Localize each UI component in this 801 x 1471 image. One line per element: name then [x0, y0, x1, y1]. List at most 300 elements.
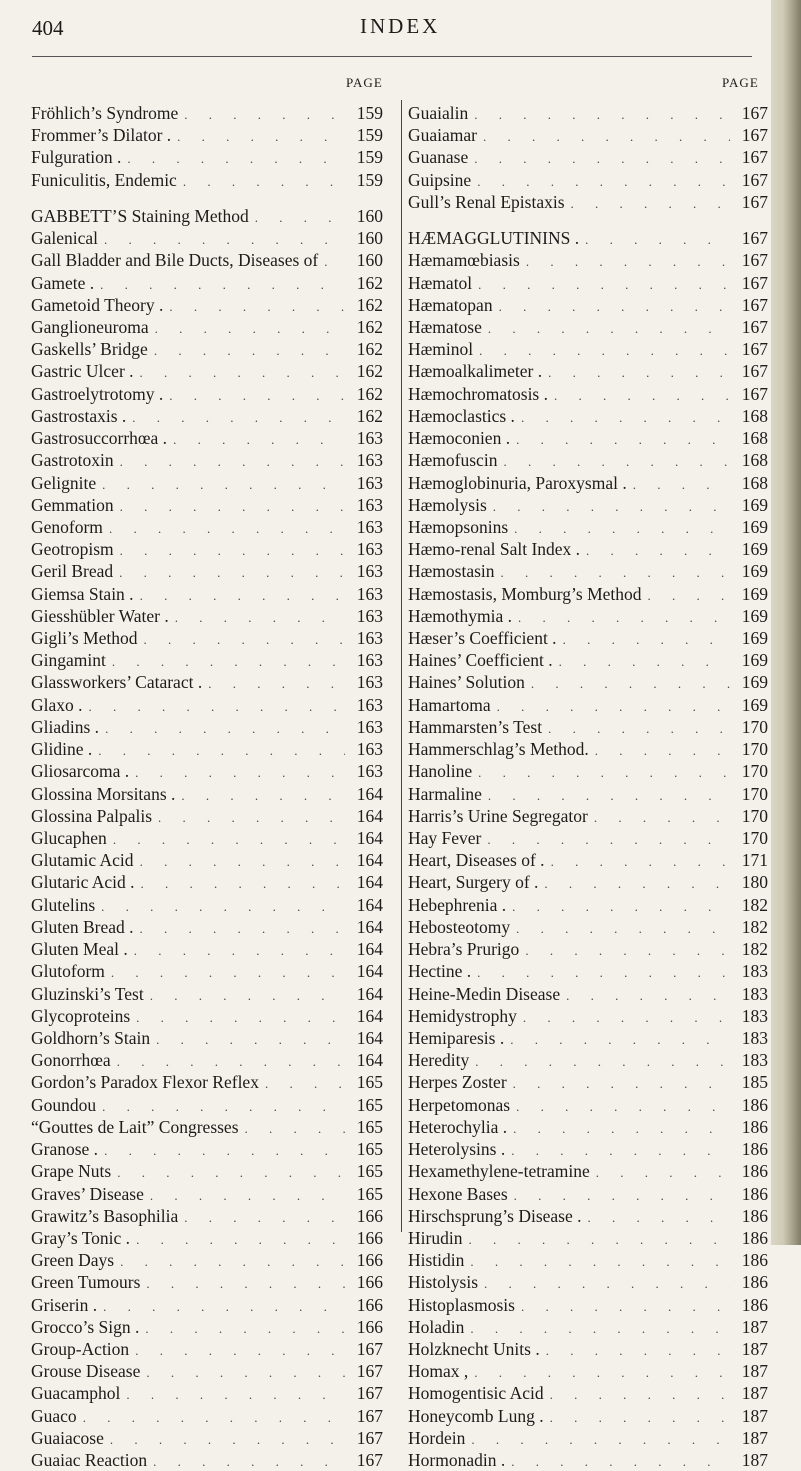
dot-leader [482, 318, 730, 338]
dot-leader [540, 1340, 730, 1360]
dot-leader [520, 251, 730, 271]
index-entry [31, 383, 383, 405]
dot-leader [163, 385, 345, 405]
dot-leader [468, 1362, 730, 1382]
index-page-number: 171 [741, 850, 768, 871]
index-page-number: 170 [741, 761, 768, 782]
page-number: 404 [32, 16, 64, 40]
index-entry [31, 871, 383, 893]
index-entry [31, 472, 383, 494]
dot-leader [114, 451, 345, 471]
dot-leader [134, 918, 345, 938]
index-entry [31, 227, 383, 249]
index-term: Hæmoglobinuria, Paroxysmal . [408, 472, 627, 493]
index-entry [31, 938, 383, 960]
index-page-number: 170 [741, 783, 768, 804]
index-entry [408, 671, 768, 693]
index-page-number: 183 [741, 1005, 768, 1026]
index-term: Grape Nuts [31, 1161, 112, 1182]
index-entry [408, 1071, 768, 1093]
index-term: Hæmolysis [408, 494, 487, 515]
index-entry [31, 272, 383, 294]
index-term: Frommer’s Dilator . [31, 125, 172, 146]
index-entry [408, 294, 768, 316]
dot-leader [508, 518, 730, 538]
index-entry [408, 694, 768, 716]
index-entry [408, 960, 768, 982]
dot-leader [627, 474, 730, 494]
index-term: Glaxo . [31, 694, 83, 715]
dot-leader [137, 629, 345, 649]
index-entry [408, 983, 768, 1005]
index-entry [408, 1027, 768, 1049]
dot-leader [167, 429, 345, 449]
index-term: Gastroelytrotomy . [31, 383, 164, 404]
dot-leader [107, 829, 345, 849]
index-entry [408, 627, 768, 649]
index-page-number: 162 [356, 294, 383, 315]
index-page-number: 167 [356, 1361, 383, 1382]
index-entry [408, 938, 768, 960]
index-term: Guaiamar [408, 125, 477, 146]
index-term: “Gouttes de Lait” Congresses [31, 1116, 239, 1137]
index-page-number: 169 [741, 583, 768, 604]
index-term: Heart, Diseases of . [408, 850, 545, 871]
index-page-number: 167 [741, 316, 768, 337]
dot-leader [114, 1251, 345, 1271]
index-entry [31, 338, 383, 360]
dot-leader [150, 1029, 345, 1049]
index-term: Group-Action [31, 1339, 130, 1360]
index-term: Gluten Bread . [31, 916, 134, 937]
dot-leader [126, 407, 345, 427]
dot-leader [98, 1140, 345, 1160]
dot-leader [144, 1185, 345, 1205]
index-term: Hæmatol [408, 272, 473, 293]
dot-leader [77, 1407, 345, 1427]
index-page-number: 164 [356, 1027, 383, 1048]
dot-leader [103, 518, 345, 538]
index-page-number: 160 [356, 228, 383, 249]
index-entry [408, 124, 768, 146]
index-term: Gametoid Theory . [31, 294, 164, 315]
page-title: INDEX [360, 14, 441, 38]
index-term: Funiculitis, Endemic [31, 169, 177, 190]
dot-leader [510, 918, 730, 938]
index-page-number: 167 [356, 1383, 383, 1404]
index-page-number: 164 [356, 828, 383, 848]
index-page-number: 187 [741, 1383, 768, 1404]
dot-leader [105, 962, 345, 982]
dot-leader [462, 1229, 730, 1249]
index-term: Hæmofuscin [408, 450, 498, 471]
dot-leader [487, 496, 730, 516]
index-entry [31, 1116, 383, 1138]
index-page-number: 186 [741, 1227, 768, 1248]
index-page-number: 163 [356, 605, 383, 626]
dot-leader [544, 1407, 730, 1427]
dot-leader [259, 1073, 345, 1093]
index-term: Guanase [408, 147, 469, 168]
index-page-number: 164 [356, 1005, 383, 1026]
index-entry [31, 1405, 383, 1427]
index-entry [408, 494, 768, 516]
index-entry [31, 294, 383, 316]
index-term: Gingamint [31, 650, 106, 671]
left-column-heading: PAGE [346, 75, 383, 90]
index-entry [408, 227, 768, 249]
index-page-number: 187 [741, 1316, 768, 1337]
dot-leader [171, 126, 345, 146]
dot-leader [169, 607, 345, 627]
index-entry [31, 1249, 383, 1271]
dot-leader [468, 148, 730, 168]
index-entry [408, 249, 768, 271]
index-entry [408, 1271, 768, 1293]
index-term: Goundou [31, 1094, 97, 1115]
index-entry [408, 1316, 768, 1338]
index-entry [408, 1205, 768, 1227]
index-page-number: 160 [356, 205, 383, 226]
index-page-number: 183 [741, 961, 768, 982]
index-page-number: 183 [741, 1050, 768, 1071]
dot-leader [505, 1451, 730, 1471]
index-term: Giesshübler Water . [31, 605, 169, 626]
index-term: Gemmation [31, 494, 114, 515]
dot-leader [471, 171, 730, 191]
dot-leader [148, 340, 345, 360]
index-entry [31, 1316, 383, 1338]
dot-leader [507, 1073, 730, 1093]
index-term: Hebosteotomy [408, 916, 511, 937]
dot-leader [560, 985, 730, 1005]
dot-leader [175, 785, 345, 805]
index-page-number: 166 [356, 1316, 383, 1337]
dot-leader [517, 1007, 730, 1027]
dot-leader [589, 740, 730, 760]
index-page-number: 187 [741, 1339, 768, 1360]
page-edge [771, 0, 801, 1245]
index-page-number: 186 [741, 1161, 768, 1182]
dot-leader [565, 193, 730, 213]
index-page-number: 163 [356, 561, 383, 582]
index-entry [31, 1071, 383, 1093]
dot-leader [548, 385, 730, 405]
index-page-number: 164 [356, 805, 383, 826]
dot-leader [545, 851, 730, 871]
dot-leader [140, 1362, 345, 1382]
index-term: Guaiac Reaction [31, 1450, 148, 1471]
index-term: Galenical [31, 228, 99, 249]
index-entry [408, 1116, 768, 1138]
index-entry [408, 783, 768, 805]
index-page-number: 162 [356, 272, 383, 293]
index-entry [408, 316, 768, 338]
dot-leader [129, 1340, 345, 1360]
index-page-number: 169 [741, 694, 768, 715]
index-term: Hæmatopan [408, 294, 493, 315]
dot-leader [553, 651, 730, 671]
index-term: Honeycomb Lung . [408, 1405, 544, 1426]
index-entry [408, 805, 768, 827]
index-page-number: 164 [356, 1050, 383, 1071]
index-page-number: 167 [741, 383, 768, 404]
index-term: Gelignite [31, 472, 97, 493]
index-term: Hæmatose [408, 316, 482, 337]
index-term: Holadin [408, 1316, 465, 1337]
index-term: Ganglioneuroma [31, 316, 149, 337]
index-term: Herpes Zoster [408, 1072, 507, 1093]
dot-leader [111, 1162, 345, 1182]
index-term: Glassworkers’ Cataract . [31, 672, 203, 693]
index-page-number: 163 [356, 739, 383, 760]
index-page-number: 169 [741, 605, 768, 626]
index-term: Guaiacose [31, 1427, 104, 1448]
dot-leader [134, 362, 345, 382]
index-page-number: 167 [356, 1427, 383, 1448]
index-page-number: 164 [356, 983, 383, 1004]
index-page-number: 187 [741, 1405, 768, 1426]
index-entry [31, 1049, 383, 1071]
index-term: Hæmostasis, Momburg’s Method [408, 583, 642, 604]
index-entry [31, 1427, 383, 1449]
index-entry [408, 849, 768, 871]
index-page-number: 170 [741, 828, 768, 848]
dot-leader [120, 1384, 345, 1404]
index-page-number: 182 [741, 939, 768, 960]
index-page-number: 183 [741, 1027, 768, 1048]
index-page-number: 186 [741, 1250, 768, 1271]
index-page-number: 163 [356, 450, 383, 471]
index-page-number: 163 [356, 583, 383, 604]
dot-leader [464, 1318, 730, 1338]
index-term: Guipsine [408, 169, 472, 190]
index-entry [408, 1160, 768, 1182]
index-term: Giemsa Stain . [31, 583, 134, 604]
index-term: Hæmamœbiasis [408, 250, 520, 271]
index-entry [31, 1205, 383, 1227]
index-entry [408, 405, 768, 427]
index-term: Heterolysins . [408, 1139, 506, 1160]
dot-leader [149, 318, 345, 338]
index-entry [31, 1271, 383, 1293]
index-entry [408, 760, 768, 782]
index-term: Glossina Palpalis [31, 805, 153, 826]
index-page-number: 166 [356, 1272, 383, 1293]
index-entry [408, 360, 768, 382]
index-entry [408, 1227, 768, 1249]
index-entry [408, 169, 768, 191]
index-term: Glutelins [31, 894, 96, 915]
index-entry [408, 871, 768, 893]
index-page-number: 183 [741, 983, 768, 1004]
index-entry [31, 1160, 383, 1182]
dot-leader [508, 1185, 730, 1205]
index-page-number: 186 [741, 1139, 768, 1160]
index-page-number: 187 [741, 1361, 768, 1382]
dot-leader [464, 1251, 730, 1271]
index-page-number: 186 [741, 1183, 768, 1204]
dot-leader [163, 296, 345, 316]
index-entry [408, 1249, 768, 1271]
index-term: Hebephrenia . [408, 894, 507, 915]
index-term: Guaialin [408, 103, 469, 123]
index-page-number: 166 [356, 1294, 383, 1315]
index-page-number: 167 [741, 125, 768, 146]
dot-leader [493, 296, 730, 316]
index-page-number: 166 [356, 1250, 383, 1271]
index-entry [31, 1338, 383, 1360]
index-entry [408, 102, 768, 124]
dot-leader [515, 1296, 730, 1316]
dot-leader [147, 1451, 345, 1471]
dot-leader [177, 171, 345, 191]
index-term: Gall Bladder and Bile Ducts, Diseases of [31, 250, 319, 271]
index-term: Gastrotoxin [31, 450, 114, 471]
index-page-number: 182 [741, 916, 768, 937]
index-page-number: 163 [356, 761, 383, 782]
index-page-number: 187 [741, 1427, 768, 1448]
dot-leader [96, 1096, 345, 1116]
index-term: Hæmo-renal Salt Index . [408, 539, 581, 560]
index-term: Gordon’s Paradox Flexor Reflex [31, 1072, 259, 1093]
dot-leader [134, 585, 345, 605]
index-page-number: 163 [356, 650, 383, 671]
dot-leader [114, 540, 345, 560]
index-term: Hæmostasin [408, 561, 495, 582]
dot-leader [473, 340, 730, 360]
index-page-number: 170 [741, 739, 768, 760]
index-term: Grawitz’s Basophilia [31, 1205, 179, 1226]
dot-leader [505, 1140, 730, 1160]
index-page-number: 163 [356, 539, 383, 560]
dot-leader [468, 104, 730, 124]
dot-leader [92, 740, 345, 760]
dot-leader [469, 1051, 730, 1071]
index-term: Gigli’s Method [31, 628, 138, 649]
dot-leader [512, 607, 730, 627]
index-term: Glutamic Acid [31, 850, 134, 871]
index-page-number: 167 [741, 169, 768, 190]
dot-leader [106, 651, 345, 671]
dot-leader [139, 1318, 345, 1338]
index-term: Hebra’s Prurigo [408, 939, 520, 960]
index-entry [31, 605, 383, 627]
dot-leader [239, 1118, 345, 1138]
index-term: Green Tumours [31, 1272, 141, 1293]
index-entry [31, 1094, 383, 1116]
dot-leader [113, 562, 345, 582]
index-entry [31, 894, 383, 916]
index-term: Gliadins . [31, 716, 100, 737]
index-entry [408, 583, 768, 605]
dot-leader [140, 1273, 345, 1293]
index-page-number: 162 [356, 405, 383, 426]
dot-leader [495, 562, 730, 582]
index-entry [408, 1138, 768, 1160]
index-term: Hordein [408, 1427, 466, 1448]
index-entry [408, 338, 768, 360]
page-header [0, 0, 771, 60]
index-term: Hæser’s Coefficient . [408, 628, 557, 649]
dot-leader [506, 896, 730, 916]
index-term: Heine-Medin Disease [408, 983, 561, 1004]
index-term: Goldhorn’s Stain [31, 1027, 151, 1048]
dot-leader [544, 1384, 730, 1404]
index-page-number: 159 [356, 125, 383, 146]
index-term: Gull’s Renal Epistaxis [408, 191, 565, 212]
index-page-number: 169 [741, 494, 768, 515]
index-entry [408, 916, 768, 938]
dot-leader [510, 1096, 730, 1116]
index-page-number: 165 [356, 1139, 383, 1160]
index-term: Holzknecht Units . [408, 1339, 540, 1360]
index-entry [31, 783, 383, 805]
dot-leader [582, 1207, 730, 1227]
dot-leader [99, 718, 345, 738]
index-entry [31, 124, 383, 146]
index-entry [31, 960, 383, 982]
index-term: Hemiparesis . [408, 1027, 505, 1048]
column-divider [401, 100, 402, 1232]
dot-leader [130, 1007, 345, 1027]
index-page-number: 159 [356, 147, 383, 168]
index-term: Hemidystrophy [408, 1005, 517, 1026]
index-term: Geril Bread [31, 561, 114, 582]
index-page-number: 164 [356, 850, 383, 871]
index-term: Homax , [408, 1361, 469, 1382]
index-term: Fulguration . [31, 147, 122, 168]
dot-leader [134, 851, 345, 871]
index-term: Haines’ Coefficient . [408, 650, 553, 671]
dot-leader [542, 718, 730, 738]
index-term: Hæmoconien . [408, 428, 511, 449]
index-page-number: 187 [741, 1450, 768, 1471]
index-entry [31, 649, 383, 671]
index-term: Hormonadin . [408, 1450, 506, 1471]
index-entry [31, 169, 383, 191]
dot-leader [478, 1273, 730, 1293]
dot-leader [580, 540, 730, 560]
dot-leader [95, 896, 345, 916]
index-page-number: 164 [356, 939, 383, 960]
index-entry [31, 583, 383, 605]
index-term: Grocco’s Sign . [31, 1316, 140, 1337]
index-page-number: 164 [356, 872, 383, 893]
dot-leader [104, 1429, 345, 1449]
index-entry [31, 1227, 383, 1249]
index-entry [408, 827, 768, 849]
index-entry [31, 516, 383, 538]
index-page-number: 164 [356, 916, 383, 937]
index-term: Hæmoclastics . [408, 405, 515, 426]
index-page-number: 167 [741, 272, 768, 293]
index-entry [408, 1049, 768, 1071]
index-page-number: 167 [741, 339, 768, 360]
right-column-heading: PAGE [722, 75, 759, 90]
index-page-number: 169 [741, 561, 768, 582]
index-page-number: 163 [356, 672, 383, 693]
index-entry [31, 671, 383, 693]
header-rule [32, 56, 752, 57]
index-term: Histidin [408, 1250, 465, 1271]
index-page-number: 186 [741, 1094, 768, 1115]
index-entry [408, 1005, 768, 1027]
index-entry [408, 449, 768, 471]
index-term: Hæmothymia . [408, 605, 513, 626]
index-term: Harris’s Urine Segregator [408, 805, 588, 826]
index-page-number: 167 [356, 1339, 383, 1360]
